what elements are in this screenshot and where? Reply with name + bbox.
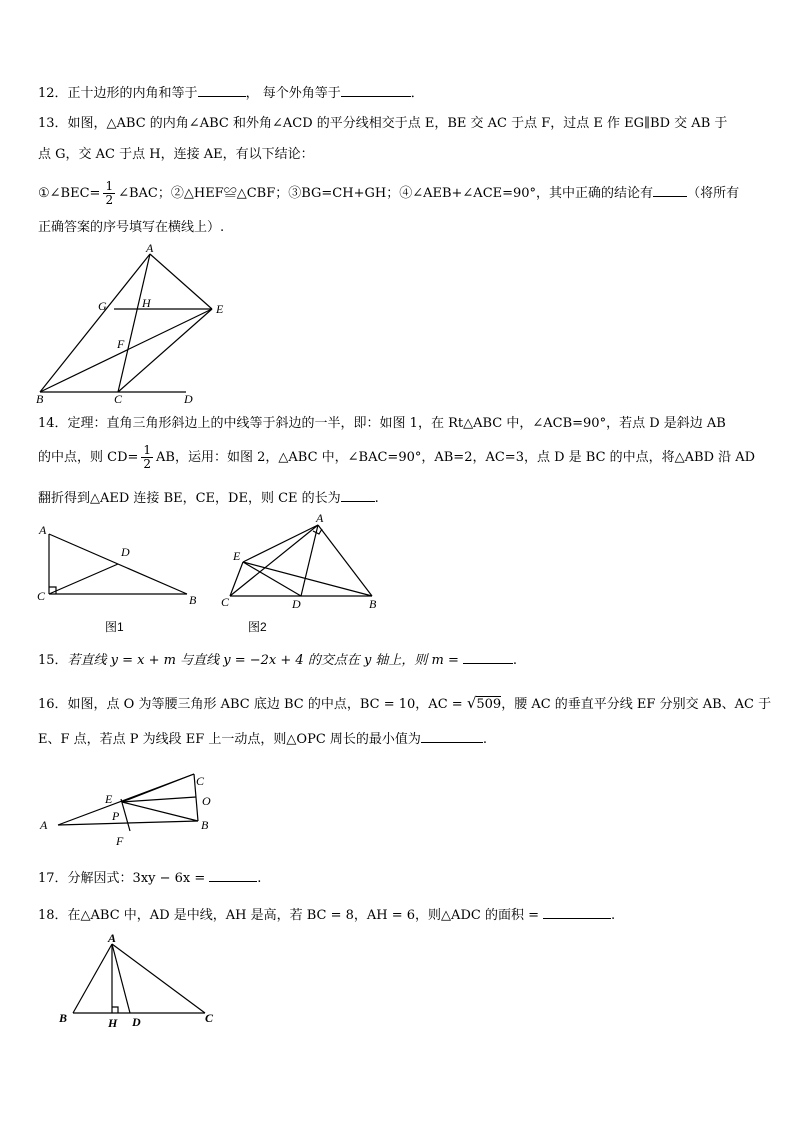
q17-text: 分解因式：3xy − 6x = xyxy=(67,871,206,886)
q13-c1-tail: （将所有 xyxy=(687,186,740,201)
q12-answer-blank-2[interactable] xyxy=(341,84,411,97)
q13-c1-pre: ①∠BEC= xyxy=(38,186,101,201)
q16-text-line2: E、F 点，若点 P 为线段 EF 上一动点，则△OPC 周长的最小值为 xyxy=(38,732,421,747)
q14-line1 xyxy=(38,416,726,432)
q14-text-line3: 翻折得到△AED 连接 BE，CE，DE，则 CE 的长为 xyxy=(38,491,341,506)
q15-answer-blank[interactable] xyxy=(463,651,513,664)
q13-fraction xyxy=(103,180,115,207)
q13-c1-post: ∠BAC；②△HEF≌△CBF；③BG=CH+GH；④∠AEB+∠ACE=90°，其中正确的结论有 xyxy=(118,186,654,201)
q14-answer-blank[interactable] xyxy=(341,489,375,502)
q14f2-label-D: D xyxy=(292,597,301,611)
q16-end: . xyxy=(482,732,488,747)
q17-line xyxy=(38,869,261,887)
q16-label-O: O xyxy=(202,794,211,808)
q16-label-E: E xyxy=(105,792,113,806)
q14-frac-den: 2 xyxy=(143,457,152,471)
q16-sqrt-value: 509 xyxy=(476,697,502,712)
q15-text: 若直线 y = x + m 与直线 y = −2x + 4 的交点在 y 轴上，则 m = xyxy=(67,653,459,668)
q16-label-B: B xyxy=(201,818,209,832)
q14f2-label-B: B xyxy=(369,597,377,611)
q14f1-seg-CD xyxy=(49,564,118,594)
q16-text-post: ，腰 AC 的垂直平分线 EF 分别交 AB、AC 于 xyxy=(501,697,772,712)
q16-sqrt-sign: √ xyxy=(466,694,477,712)
q14f2-label-A: A xyxy=(316,511,324,525)
q14-figure1 xyxy=(35,520,205,610)
q13-seg-AE xyxy=(150,254,212,309)
q14f1-label-B: B xyxy=(189,593,197,607)
q16-number: 16． xyxy=(38,697,68,712)
q16-line1 xyxy=(38,695,771,713)
q18-right-angle-mark xyxy=(112,1007,118,1013)
q18-number: 18． xyxy=(38,908,68,923)
q14-text-line1: 定理：直角三角形斜边上的中线等于斜边的一半，即：如图 1，在 Rt△ABC 中，∠ACB=90°，若点 D 是斜边 AB xyxy=(67,416,726,431)
q14f1-label-C: C xyxy=(37,589,46,603)
q12-number: 12． xyxy=(38,86,68,101)
q14-line3 xyxy=(38,489,379,507)
q13-label-B: B xyxy=(36,392,44,406)
q13-label-C: C xyxy=(114,392,123,406)
q12-line xyxy=(38,84,424,102)
q14-line2 xyxy=(38,444,755,471)
q18-end: . xyxy=(610,908,616,923)
q18-seg-AB xyxy=(73,944,112,1013)
q14-fig1-caption: 图1 xyxy=(105,620,124,634)
q18-seg-AD xyxy=(112,944,130,1013)
q18-text: 在△ABC 中，AD 是中线，AH 是高，若 BC = 8，AH = 6，则△ADC 的面积 = xyxy=(67,908,539,923)
q18-answer-blank[interactable] xyxy=(543,906,611,919)
q18-label-D: D xyxy=(132,1015,141,1029)
q13-line1 xyxy=(38,116,727,132)
q17-end: . xyxy=(257,871,262,886)
q16-label-F: F xyxy=(116,834,124,848)
q14-fig2-caption: 图2 xyxy=(248,620,267,634)
q13-label-G: G xyxy=(98,299,107,313)
q14-frac-num: 1 xyxy=(143,443,152,457)
q15-number: 15． xyxy=(38,653,68,668)
q14f1-label-A: A xyxy=(39,523,47,537)
q12-text1: 正十边形的内角和等于 xyxy=(67,86,198,101)
q13-label-D: D xyxy=(184,392,193,406)
q18-line xyxy=(38,906,615,924)
q16-label-P: P xyxy=(112,809,120,823)
q16-line2 xyxy=(38,730,487,748)
q13-frac-den: 2 xyxy=(105,193,114,207)
q18-label-C: C xyxy=(205,1011,214,1025)
q15-end: . xyxy=(512,653,518,668)
q18-label-A: A xyxy=(108,931,117,945)
q13-seg-BE xyxy=(40,309,212,392)
q12-end: ． xyxy=(410,86,424,101)
q13-label-F: F xyxy=(117,337,125,351)
q14-number: 14． xyxy=(38,416,68,431)
q13-text-line1: 如图，△ABC 的内角∠ABC 和外角∠ACD 的平分线相交于点 E，BE 交 AC 于点 F，过点 E 作 EG∥BD 交 AB 于 xyxy=(67,116,728,131)
q18-label-B: B xyxy=(59,1011,68,1025)
q18-label-H: H xyxy=(108,1016,118,1030)
q16-label-A: A xyxy=(40,818,48,832)
q14f2-seg-AD xyxy=(301,525,318,596)
q14-end: . xyxy=(374,491,379,506)
q13-seg-CE xyxy=(118,309,212,392)
q17-number: 17． xyxy=(38,871,68,886)
q13-line2: 点 G，交 AC 于点 H，连接 AE，有以下结论： xyxy=(38,147,314,162)
q13-figure xyxy=(30,240,230,406)
q12-answer-blank-1[interactable] xyxy=(198,84,246,97)
q14f2-label-E: E xyxy=(233,549,241,563)
q14-figure2 xyxy=(218,510,388,610)
q15-line xyxy=(38,651,517,669)
q16-label-C: C xyxy=(196,774,205,788)
q13-frac-num: 1 xyxy=(105,179,114,193)
q13-label-H: H xyxy=(142,296,151,310)
q14f1-label-D: D xyxy=(121,545,130,559)
q13-label-E: E xyxy=(216,302,224,316)
q13-line3 xyxy=(38,180,739,207)
q14-fraction xyxy=(141,444,153,471)
q13-label-A: A xyxy=(146,241,154,255)
q16-answer-blank[interactable] xyxy=(421,730,483,743)
q14f2-seg-AB xyxy=(318,525,372,596)
q16-figure xyxy=(34,765,234,848)
q13-answer-blank[interactable] xyxy=(653,184,687,197)
q13-line4: 正确答案的序号填写在横线上）. xyxy=(38,220,225,235)
q16-seg-PB xyxy=(122,802,198,821)
q13-number: 13． xyxy=(38,116,68,131)
q14f2-seg-AC xyxy=(230,525,318,596)
q14-line2-pre: 的中点，则 CD= xyxy=(38,450,139,465)
q18-seg-AC xyxy=(112,944,205,1013)
q17-answer-blank[interactable] xyxy=(209,869,257,882)
q16-text-pre: 如图，点 O 为等腰三角形 ABC 底边 BC 的中点，BC = 10，AC = xyxy=(67,697,467,712)
q14f2-right-angle-mark xyxy=(313,529,322,534)
q14f2-seg-AE xyxy=(243,525,318,562)
q14-line2-post: AB，运用：如图 2，△ABC 中，∠BAC=90°，AB=2，AC=3，点 D 是 BC 的中点，将△ABD 沿 AD xyxy=(156,450,756,465)
q14f2-label-C: C xyxy=(221,595,230,609)
q18-figure xyxy=(55,932,235,1032)
q12-text2: ， 每个外角等于 xyxy=(245,86,341,101)
